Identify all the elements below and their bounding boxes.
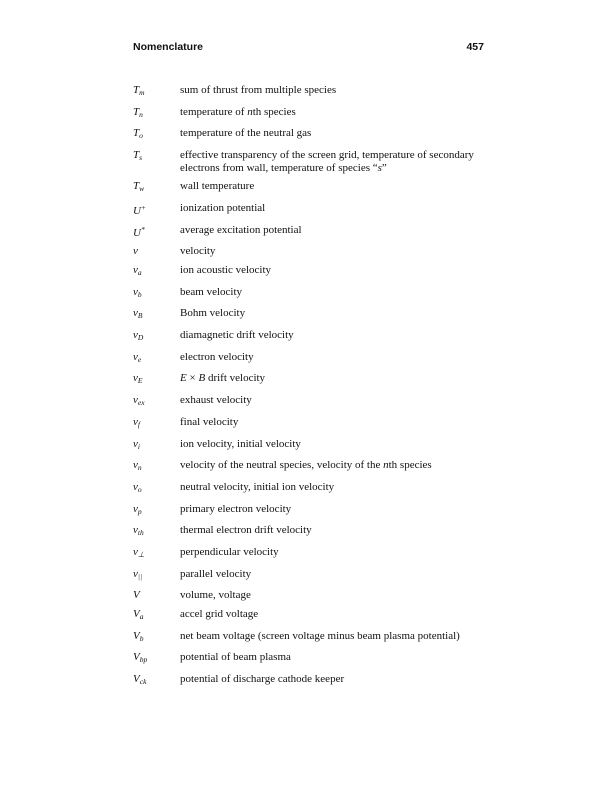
symbol-subscript: B: [137, 311, 143, 321]
definition: [180, 673, 493, 689]
nomenclature-entry: [133, 651, 493, 667]
definition: [180, 307, 493, 323]
definition-text: thermal electron drift velocity: [180, 524, 312, 537]
nomenclature-list: [133, 84, 493, 695]
nomenclature-entry: [133, 264, 493, 280]
page-number: 457: [466, 41, 484, 53]
symbol: [133, 416, 180, 432]
definition: [180, 503, 493, 519]
definition-text: neutral velocity, initial ion velocity: [180, 480, 335, 493]
definition-text: effective transparency of the screen grid, temperature of secondary electrons from wall, temperature of species “: [180, 149, 474, 174]
definition-text: temperature of: [180, 105, 248, 118]
symbol-base: T: [133, 84, 140, 96]
symbol: [133, 372, 180, 388]
running-header-title: Nomenclature: [133, 41, 204, 53]
symbol-base: v: [133, 394, 138, 407]
symbol-subscript: th: [137, 528, 144, 538]
symbol-subscript: ex: [137, 398, 145, 408]
nomenclature-entry: [133, 673, 493, 689]
symbol-subscript: b: [137, 289, 142, 299]
nomenclature-entry: [133, 351, 493, 367]
definition: [180, 546, 493, 562]
symbol: [133, 307, 180, 323]
definition: [180, 438, 493, 454]
definition: [180, 524, 493, 540]
definition-text: perpendicular velocity: [180, 545, 279, 558]
definition: [180, 351, 493, 367]
symbol: [133, 329, 180, 345]
definition-text: sum of thrust from multiple species: [180, 84, 337, 96]
nomenclature-entry: [133, 589, 493, 602]
definition-text: E: [180, 372, 187, 385]
definition: [180, 84, 493, 100]
definition-text: th species: [388, 459, 432, 472]
symbol: [133, 546, 180, 562]
symbol: [133, 180, 180, 196]
definition-text: n: [247, 105, 253, 118]
definition: [180, 286, 493, 302]
nomenclature-entry: [133, 106, 493, 122]
symbol-base: v: [133, 459, 138, 472]
symbol-base: V: [133, 629, 140, 642]
definition-text: exhaust velocity: [180, 394, 252, 407]
symbol-subscript: n: [137, 463, 142, 473]
symbol-base: v: [133, 502, 138, 515]
definition: [180, 264, 493, 280]
definition: [180, 608, 493, 624]
definition-text: th species: [252, 105, 296, 118]
symbol: [133, 149, 180, 174]
definition-text: volume, voltage: [180, 589, 251, 602]
nomenclature-entry: [133, 307, 493, 323]
symbol: [133, 351, 180, 367]
symbol-subscript: ck: [139, 677, 147, 687]
symbol-base: V: [133, 608, 140, 620]
definition-text: ”: [381, 161, 387, 174]
symbol-subscript: i: [137, 441, 140, 451]
symbol-base: V: [133, 651, 140, 664]
symbol-base: v: [133, 285, 138, 298]
definition-text: diamagnetic drift velocity: [180, 329, 294, 342]
symbol: [133, 84, 180, 100]
symbol: [133, 608, 180, 624]
symbol: [133, 589, 180, 602]
symbol: [133, 459, 180, 475]
nomenclature-entry: [133, 149, 493, 174]
symbol-subscript: a: [139, 612, 144, 621]
definition: [180, 149, 493, 174]
nomenclature-entry: [133, 630, 493, 646]
definition-text: ion velocity, initial velocity: [180, 437, 301, 450]
symbol-base: v: [133, 307, 138, 320]
symbol-subscript: o: [139, 131, 143, 141]
definition: [180, 394, 493, 410]
nomenclature-entry: [133, 481, 493, 497]
symbol-base: T: [133, 180, 140, 193]
definition-text: potential of discharge cathode keeper: [180, 673, 345, 686]
symbol-base: T: [133, 105, 140, 118]
definition: [180, 568, 493, 584]
nomenclature-entry: [133, 180, 493, 196]
definition: [180, 180, 493, 196]
nomenclature-entry: [133, 438, 493, 454]
definition: [180, 589, 493, 602]
definition-text: temperature of the neutral gas: [180, 127, 312, 140]
definition-text: parallel velocity: [180, 567, 252, 580]
symbol: [133, 651, 180, 667]
symbol-subscript: e: [137, 354, 142, 364]
symbol-subscript: a: [137, 268, 142, 277]
symbol: [133, 630, 180, 646]
nomenclature-entry: [133, 202, 493, 218]
definition: [180, 459, 493, 475]
definition-text: n: [383, 459, 389, 472]
nomenclature-entry: [133, 224, 493, 240]
definition: [180, 481, 493, 497]
definition-text: primary electron velocity: [180, 502, 292, 515]
definition: [180, 329, 493, 345]
nomenclature-entry: [133, 245, 493, 258]
definition-text: electron velocity: [180, 350, 254, 363]
definition: [180, 224, 493, 240]
nomenclature-entry: [133, 416, 493, 432]
symbol-subscript: o: [137, 484, 142, 494]
definition-text: B: [198, 372, 206, 385]
nomenclature-entry: [133, 394, 493, 410]
definition: [180, 202, 493, 218]
definition: [180, 630, 493, 646]
symbol-base: V: [133, 589, 140, 602]
definition: [180, 106, 493, 122]
nomenclature-entry: [133, 546, 493, 562]
symbol-subscript: ||: [137, 571, 143, 581]
symbol: [133, 264, 180, 280]
symbol: [133, 673, 180, 689]
definition-text: ×: [186, 372, 199, 385]
symbol-subscript: D: [137, 333, 144, 343]
nomenclature-entry: [133, 127, 493, 143]
definition: [180, 127, 493, 143]
nomenclature-entry: [133, 372, 493, 388]
symbol-base: v: [133, 372, 138, 385]
definition-text: average excitation potential: [180, 223, 302, 236]
symbol-base: U: [133, 226, 141, 239]
symbol: [133, 127, 180, 143]
definition: [180, 651, 493, 667]
nomenclature-entry: [133, 329, 493, 345]
symbol-superscript: +: [140, 202, 147, 212]
symbol-subscript: E: [137, 376, 143, 386]
nomenclature-entry: [133, 84, 493, 100]
definition-text: velocity: [180, 245, 216, 258]
nomenclature-entry: [133, 286, 493, 302]
definition-text: final velocity: [180, 415, 239, 428]
symbol-base: v: [133, 415, 138, 428]
nomenclature-entry: [133, 568, 493, 584]
definition-text: ion acoustic velocity: [180, 264, 272, 276]
symbol-subscript: bp: [139, 655, 148, 665]
symbol: [133, 394, 180, 410]
definition: [180, 372, 493, 388]
definition-text: net beam voltage (screen voltage minus beam plasma potential): [180, 629, 460, 642]
symbol-subscript: s: [139, 153, 143, 163]
symbol: [133, 503, 180, 519]
symbol: [133, 524, 180, 540]
symbol-subscript: b: [139, 633, 144, 643]
symbol-base: v: [133, 350, 138, 363]
symbol: [133, 481, 180, 497]
symbol-base: v: [133, 480, 138, 493]
symbol-base: V: [133, 673, 140, 686]
symbol-subscript: ⊥: [137, 549, 145, 559]
symbol: [133, 224, 180, 240]
nomenclature-entry: [133, 524, 493, 540]
symbol: [133, 245, 180, 258]
symbol-base: v: [133, 545, 138, 558]
symbol: [133, 438, 180, 454]
symbol-base: T: [133, 149, 140, 162]
nomenclature-entry: [133, 459, 493, 475]
symbol-base: v: [133, 245, 138, 258]
definition-text: s: [377, 161, 382, 174]
definition: [180, 245, 493, 258]
symbol: [133, 106, 180, 122]
symbol-base: T: [133, 127, 140, 140]
symbol-base: v: [133, 524, 138, 537]
definition-text: accel grid voltage: [180, 608, 259, 620]
definition-text: Bohm velocity: [180, 307, 246, 320]
symbol-base: v: [133, 264, 138, 276]
symbol: [133, 286, 180, 302]
symbol: [133, 202, 180, 218]
symbol-base: v: [133, 567, 138, 580]
definition-text: wall temperature: [180, 180, 255, 193]
symbol-base: v: [133, 437, 138, 450]
symbol-subscript: n: [139, 109, 143, 119]
definition-text: velocity of the neutral species, velocity of the: [180, 459, 384, 472]
symbol-subscript: m: [139, 88, 145, 97]
nomenclature-entry: [133, 608, 493, 624]
definition-text: potential of beam plasma: [180, 651, 291, 664]
symbol-base: v: [133, 329, 138, 342]
definition-text: ionization potential: [180, 201, 266, 214]
definition-text: drift velocity: [205, 372, 266, 385]
symbol-superscript: *: [140, 224, 145, 234]
symbol-subscript: w: [139, 184, 145, 194]
symbol-subscript: f: [137, 419, 140, 429]
symbol-base: U: [133, 204, 141, 217]
definition: [180, 416, 493, 432]
nomenclature-entry: [133, 503, 493, 519]
symbol-subscript: p: [137, 506, 142, 516]
symbol: [133, 568, 180, 584]
definition-text: beam velocity: [180, 285, 243, 298]
